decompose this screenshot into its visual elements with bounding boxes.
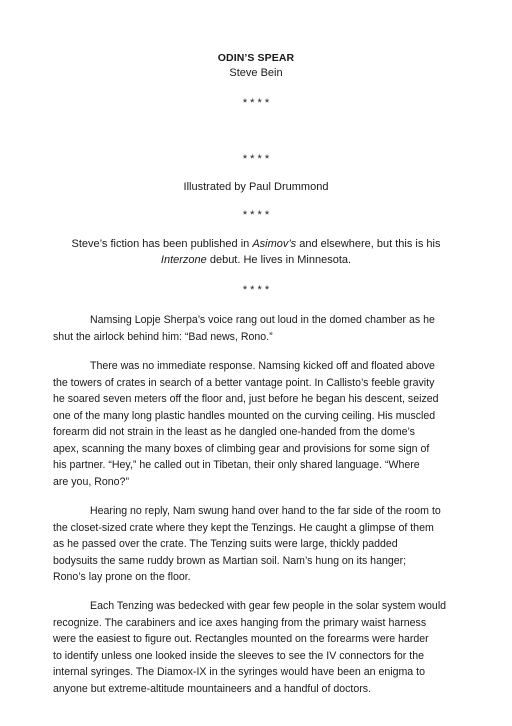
paragraph-line: apex, scanning the many boxes of climbing gear and provisions for some sign of <box>53 442 430 455</box>
bio-text: and elsewhere, but this is his <box>296 238 441 250</box>
paragraph-line: are you, Rono?” <box>53 475 129 488</box>
story-paragraph <box>53 312 469 345</box>
author-name: Steve Bein <box>229 67 283 79</box>
story-title: ODIN’S SPEAR <box>217 52 295 64</box>
paragraph-line: bodysuits the same ruddy brown as Martian soil. Nam’s hung on its hanger; <box>53 554 407 567</box>
bio-magazine-title: Asimov’s <box>252 238 297 250</box>
bio-text: debut. He lives in Minnesota. <box>206 254 352 266</box>
paragraph-line: recognize. The carabiners and ice axes hanging from the primary waist harness <box>53 616 427 629</box>
section-separator: * * * * <box>242 153 270 165</box>
paragraph-line: There was no immediate response. Namsing kicked off and floated above <box>90 360 435 372</box>
author-bio-line <box>0 237 512 252</box>
paragraph-line: one of the many long plastic handles mounted on the curving ceiling. His muscled <box>53 409 436 422</box>
story-paragraph <box>53 503 469 586</box>
bio-text: Steve’s fiction has been published in <box>71 238 253 250</box>
story-paragraph <box>53 598 469 697</box>
section-separator: * * * * <box>242 97 270 109</box>
author-bio-line <box>0 253 512 268</box>
paragraph-line: Namsing Lopje Sherpa’s voice rang out loud in the domed chamber as he <box>90 314 435 326</box>
section-separator: * * * * <box>242 284 270 296</box>
paragraph-line: Rono’s lay prone on the floor. <box>53 571 191 583</box>
illustrator-credit: Illustrated by Paul Drummond <box>183 181 329 193</box>
paragraph-line: the towers of crates in search of a better vantage point. In Callisto’s feeble gravity <box>53 376 435 389</box>
paragraph-line: the closet-sized crate where they kept the Tenzings. He caught a glimpse of them <box>53 521 434 534</box>
paragraph-line: anyone but extreme-altitude mountaineers and a handful of doctors. <box>53 682 372 695</box>
paragraph-line: internal syringes. The Diamox-IX in the syringes would have been an enigma to <box>53 666 425 678</box>
paragraph-line: to identify unless one looked inside the sleeves to see the IV connectors for the <box>53 649 425 662</box>
paragraph-line: were the easiest to figure out. Rectangles mounted on the forearms were harder <box>53 633 429 645</box>
paragraph-line: his partner. “Hey,” he called out in Tibetan, their only shared language. “Where <box>53 459 420 471</box>
paragraph-line: as he passed over the crate. The Tenzing suits were large, thickly padded <box>53 538 398 550</box>
story-paragraph <box>53 358 469 490</box>
paragraph-line: forearm did not strain in the least as he dangled one-handed from the dome’s <box>53 426 415 438</box>
paragraph-line: Hearing no reply, Nam swung hand over hand to the far side of the room to <box>90 505 441 517</box>
paragraph-line: Each Tenzing was bedecked with gear few people in the solar system would <box>90 600 447 612</box>
paragraph-line: shut the airlock behind him: “Bad news, Rono.” <box>53 330 273 343</box>
bio-magazine-title: Interzone <box>160 254 207 266</box>
paragraph-line: he soared seven meters off the floor and, just before he began his descent, seized <box>53 393 439 405</box>
section-separator: * * * * <box>242 209 270 221</box>
